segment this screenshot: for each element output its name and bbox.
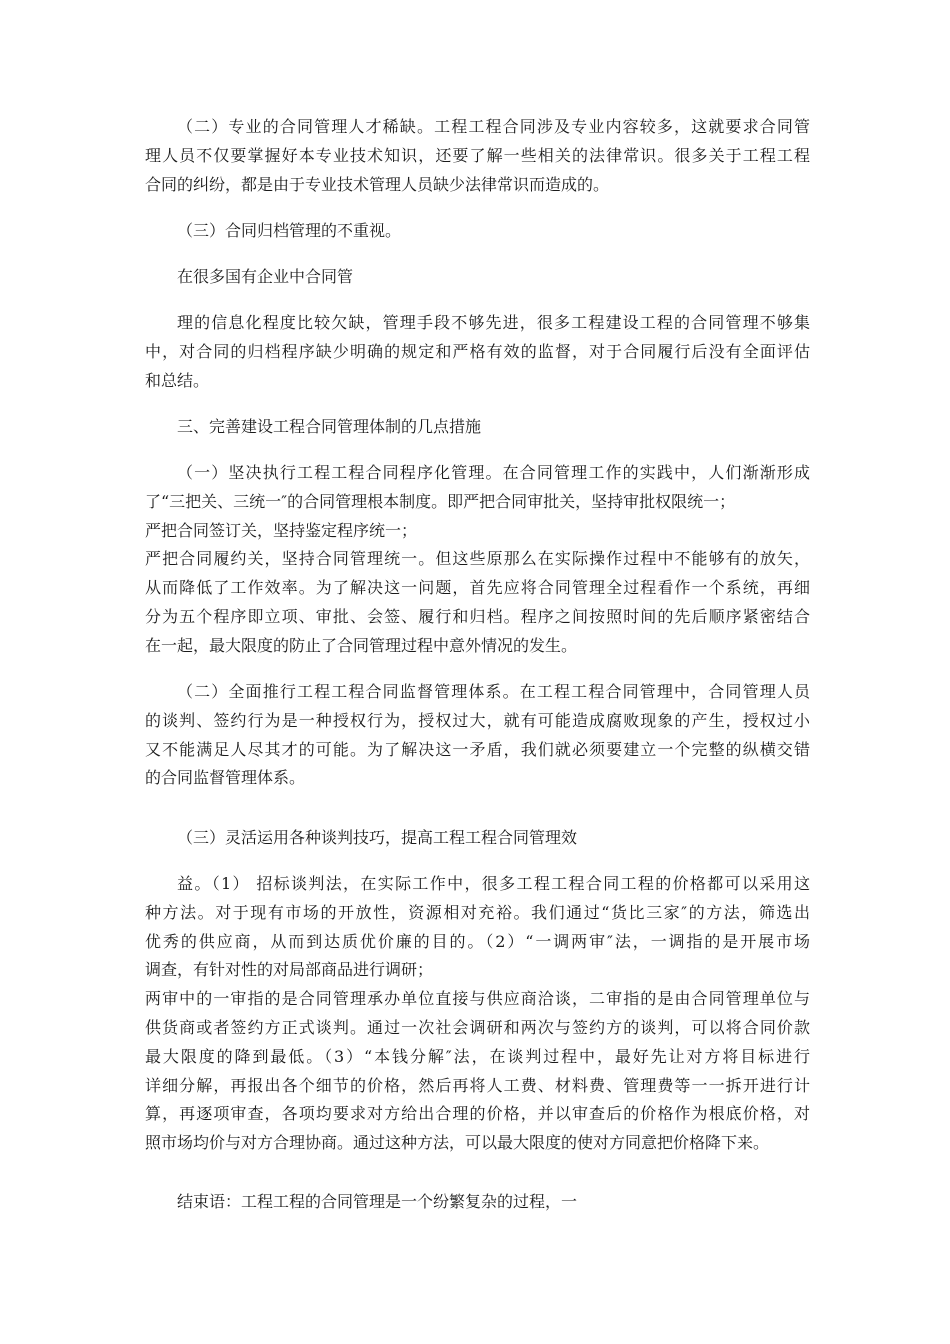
paragraph-conclusion	[145, 1188, 810, 1217]
text-line: 两审中的一审指的是合同管理承办单位直接与供应商洽谈，二审指的是由合同管理单位与	[145, 989, 810, 1009]
text-line: （三）灵活运用各种谈判技巧，提高工程工程合同管理效	[177, 828, 578, 847]
text-line: 三、完善建设工程合同管理体制的几点措施	[177, 417, 482, 436]
paragraph-archive-heading	[145, 217, 810, 246]
text-line: 调查，有针对性的对局部商品进行调研；	[145, 960, 434, 980]
text-line: 严把合同签订关，坚持鉴定程序统一；	[145, 520, 418, 540]
text-line: 算，再逐项审查，各项均要求对方给出合理的价格，并以审查后的价格作为根底价格，对	[145, 1104, 810, 1124]
text-line: 理的信息化程度比较欠缺，管理手段不够先进，很多工程建设工程的合同管理不够集	[177, 313, 810, 332]
text-line: 供货商或者签约方正式谈判。通过一次社会调研和两次与签约方的谈判，可以将合同价款	[145, 1017, 810, 1037]
text-line: 益。（1） 招标谈判法，在实际工作中，很多工程工程合同工程的价格都可以采用这	[177, 874, 810, 893]
text-line: 详细分解，再报出各个细节的价格，然后再将人工费、材料费、管理费等一一拆开进行计	[145, 1075, 810, 1095]
text-line: 严把合同履约关，坚持合同管理统一。但这些原那么在实际操作过程中不能够有的放矢，	[145, 549, 810, 569]
text-line: 了“三把关、三统一″的合同管理根本制度。即严把合同审批关，坚持审批权限统一；	[145, 491, 736, 511]
text-line: 最大限度的降到最低。（3）“本钱分解″法，在谈判过程中，最好先让对方将目标进行	[145, 1046, 810, 1066]
text-line: 结束语：工程工程的合同管理是一个纷繁复杂的过程，一	[177, 1192, 578, 1211]
text-line: 理人员不仅要掌握好本专业技术知识，还要了解一些相关的法律常识。很多关于工程工程	[145, 145, 810, 165]
text-line: 中，对合同的归档程序缺少明确的规定和严格有效的监督，对于合同履行后没有全面评估	[145, 341, 810, 361]
paragraph-professional-talent	[145, 113, 810, 199]
text-line: 又不能满足人尽其才的可能。为了解决这一矛盾，我们就必须要建立一个完整的纵横交错	[145, 739, 810, 759]
paragraph-negotiation	[145, 870, 810, 1158]
paragraph-supervision	[145, 678, 810, 793]
text-line: 和总结。	[145, 370, 210, 390]
text-line: 分为五个程序即立项、审批、会签、履行和归档。程序之间按照时间的先后顺序紧密结合	[145, 606, 810, 626]
text-line: （一）坚决执行工程工程合同程序化管理。在合同管理工作的实践中，人们渐渐形成	[177, 463, 810, 482]
text-line: 优秀的供应商，从而到达质优价廉的目的。（2）“一调两审″法，一调指的是开展市场	[145, 931, 810, 951]
text-line: 合同的纠纷，都是由于专业技术管理人员缺少法律常识而造成的。	[145, 174, 610, 194]
text-line: 在很多国有企业中合同管	[177, 267, 354, 286]
text-line: 从而降低了工作效率。为了解决这一问题，首先应将合同管理全过程看作一个系统，再细	[145, 578, 810, 598]
section-heading-3	[145, 413, 810, 442]
text-line: （二）全面推行工程工程合同监督管理体系。在工程工程合同管理中，合同管理人员	[177, 682, 810, 701]
text-line: 的谈判、签约行为是一种授权行为，授权过大，就有可能造成腐败现象的产生，授权过小	[145, 710, 810, 730]
text-line: 种方法。对于现有市场的开放性，资源相对充裕。我们通过“货比三家″的方法，筛选出	[145, 902, 810, 922]
paragraph-informatization	[145, 309, 810, 395]
text-line: 的合同监督管理体系。	[145, 768, 306, 788]
paragraph-soe	[145, 263, 810, 292]
text-line: 照市场均价与对方合理协商。通过这种方法，可以最大限度的使对方同意把价格降下来。	[145, 1133, 770, 1153]
text-line: （三）合同归档管理的不重视。	[177, 221, 402, 240]
text-line: （二）专业的合同管理人才稀缺。工程工程合同涉及专业内容较多，这就要求合同管	[177, 117, 810, 136]
paragraph-negotiation-heading	[145, 824, 810, 853]
text-line: 在一起，最大限度的防止了合同管理过程中意外情况的发生。	[145, 635, 578, 655]
paragraph-procedural	[145, 459, 810, 661]
